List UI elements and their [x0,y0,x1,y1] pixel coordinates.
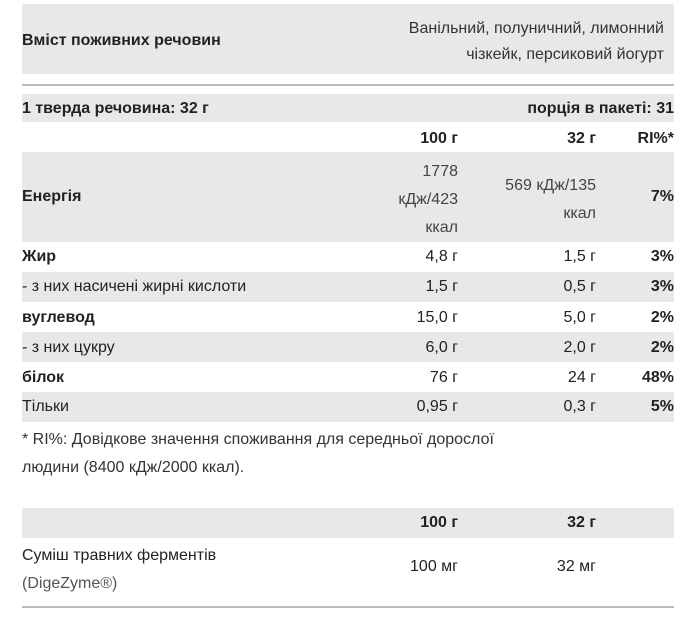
row-ri: 2% [650,339,674,356]
row-label: Тільки [22,398,69,415]
row-100g: 0,95 г [416,398,458,415]
energy-100g-line-3: ккал [425,219,458,236]
col-100g: 100 г [420,130,458,147]
energy-label: Енергія [22,188,82,205]
row-32g: 5,0 г [563,309,596,326]
row-ri: 2% [650,309,674,326]
divider [22,606,674,608]
table-row [22,242,674,272]
enzymes-label-line-1: Суміш травних ферментів [22,547,217,564]
energy-32g-line-2: ккал [563,205,596,222]
enzymes-header-row [22,508,674,538]
table-row-energy [22,152,674,242]
row-label: білок [22,369,65,386]
row-label: - з них цукру [22,339,115,356]
energy-100g-line-2: кДж/423 [398,191,458,208]
enzymes-100g: 100 мг [410,558,458,575]
table-row-enzymes [22,538,674,600]
energy-100g-line-1: 1778 [422,163,458,180]
row-ri: 5% [650,398,674,415]
table-row [22,362,674,392]
row-label: Жир [22,248,57,265]
enzymes-col-100g: 100 г [420,514,458,531]
col-32g: 32 г [567,130,596,147]
row-32g: 24 г [567,369,596,386]
row-32g: 2,0 г [563,339,596,356]
enzymes-32g: 32 мг [556,558,596,575]
footnote [22,426,662,482]
row-32g: 0,5 г [563,278,596,295]
flavors [409,16,664,68]
energy-32g-line-1: 569 кДж/135 [505,177,596,194]
energy-100g [398,158,458,242]
row-100g: 76 г [429,369,458,386]
energy-32g [505,172,596,228]
footnote-line-2: людини (8400 кДж/2000 ккал). [22,459,245,476]
enzymes-label-line-2: (DigeZyme®) [22,575,118,592]
serving-solid: 1 тверда речовина: 32 г [22,100,209,117]
enzymes-label [22,542,216,598]
row-ri: 3% [650,248,674,265]
column-header-row [22,122,674,152]
table-row [22,272,674,302]
row-100g: 15,0 г [416,309,458,326]
table-row [22,392,674,422]
table-header [22,4,674,74]
col-ri: RI%* [637,130,674,147]
flavors-line-1: Ванільний, полуничний, лимонний [408,20,664,37]
row-100g: 1,5 г [425,278,458,295]
table-row [22,332,674,362]
table-title: Вміст поживних речовин [22,32,221,49]
row-100g: 4,8 г [425,248,458,265]
flavors-line-2: чізкейк, персиковий йогурт [466,46,664,63]
row-ri: 48% [641,369,674,386]
row-label: - з них насичені жирні кислоти [22,278,247,295]
energy-ri: 7% [650,188,674,205]
enzymes-col-32g: 32 г [567,514,596,531]
row-ri: 3% [650,278,674,295]
serving-row [22,94,674,122]
row-32g: 0,3 г [563,398,596,415]
serving-per-pack: порція в пакеті: 31 [527,100,674,117]
table-row [22,302,674,332]
footnote-line-1: * RI%: Довідкове значення споживання для середньої дорослої [22,431,494,448]
row-32g: 1,5 г [563,248,596,265]
row-100g: 6,0 г [425,339,458,356]
row-label: вуглевод [22,309,95,326]
divider [22,84,674,86]
